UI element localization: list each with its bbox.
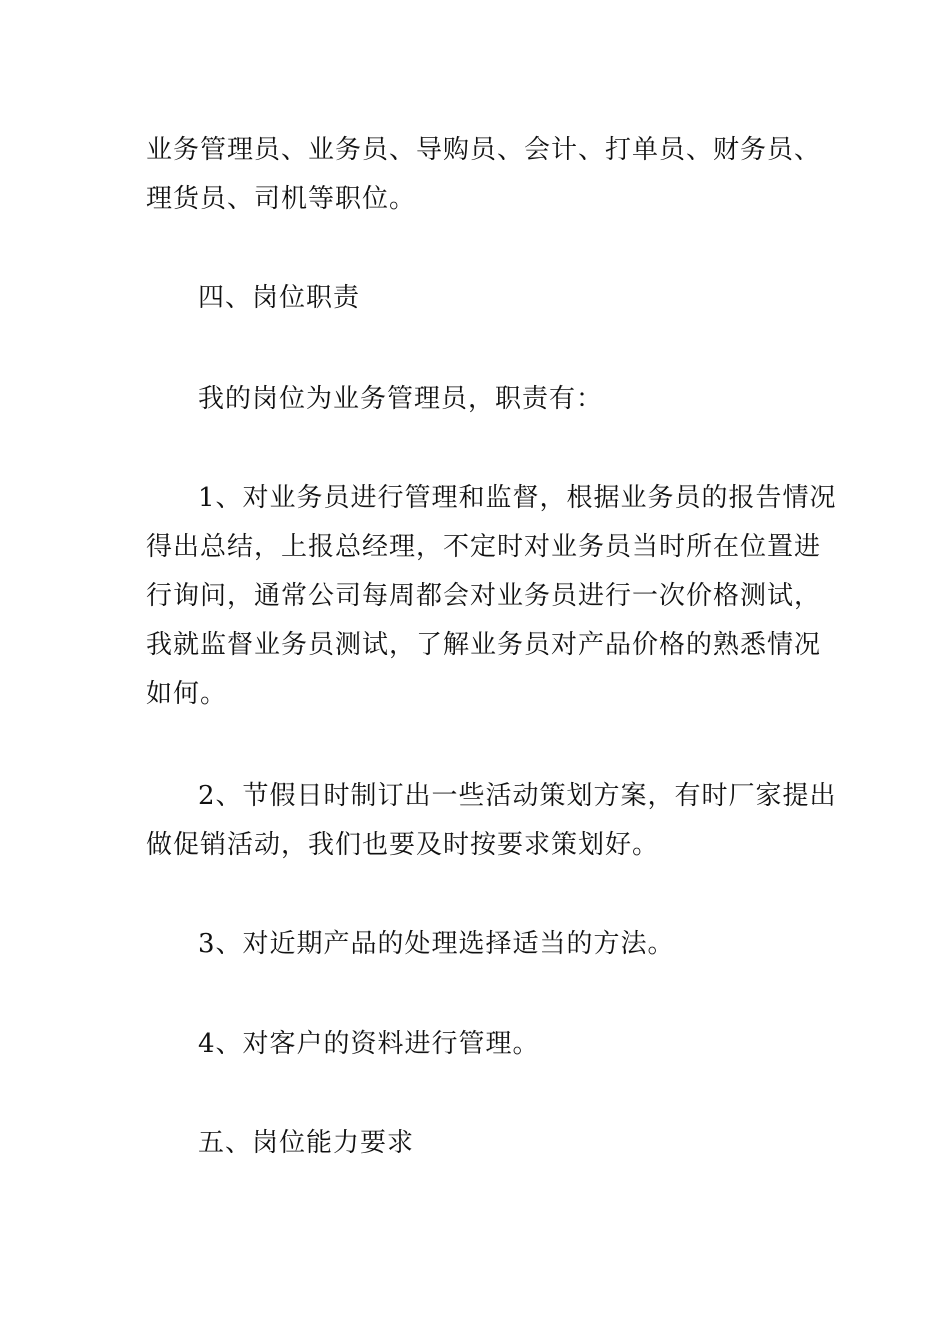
heading-text: 五、岗位能力要求 [198, 1128, 415, 1158]
paragraph-my-position [146, 375, 810, 424]
text-line: 3、对近期产品的处理选择适当的方法。 [198, 929, 675, 959]
text-line: 我的岗位为业务管理员，职责有： [198, 384, 604, 414]
text-line: 如何。 [146, 679, 228, 709]
text-line: 得出总结，上报总经理，不定时对业务员当时所在位置进 [146, 532, 822, 562]
heading-text: 四、岗位职责 [198, 283, 361, 313]
duty-item-3 [146, 920, 810, 969]
duty-item-4 [146, 1020, 810, 1069]
text-line: 理货员、司机等职位。 [146, 184, 417, 214]
text-line: 做促销活动，我们也要及时按要求策划好。 [146, 830, 660, 860]
text-line: 2、节假日时制订出一些活动策划方案，有时厂家提出 [198, 781, 837, 811]
text-line: 业务管理员、业务员、导购员、会计、打单员、财务员、 [146, 135, 822, 165]
duty-item-2 [146, 772, 837, 870]
duty-item-1 [146, 474, 837, 719]
paragraph-positions [146, 126, 822, 224]
text-line: 我就监督业务员测试，了解业务员对产品价格的熟悉情况 [146, 630, 822, 660]
text-line: 1、对业务员进行管理和监督，根据业务员的报告情况 [198, 483, 837, 513]
text-line: 4、对客户的资料进行管理。 [198, 1029, 540, 1059]
text-line: 行询问，通常公司每周都会对业务员进行一次价格测试， [146, 581, 822, 611]
section-heading-ability [146, 1119, 810, 1168]
section-heading-duties [146, 274, 810, 323]
